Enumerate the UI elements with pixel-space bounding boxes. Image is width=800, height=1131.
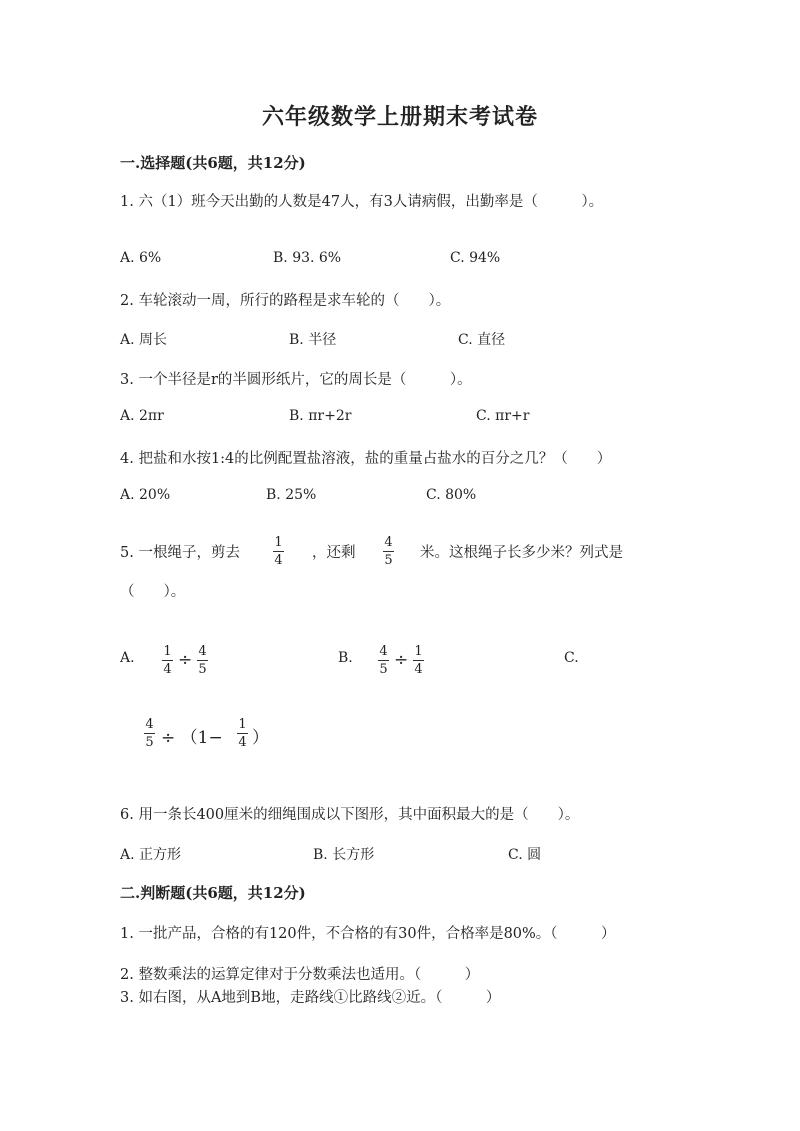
question-3-option-c: C. πr+r — [476, 408, 530, 424]
option-c-fraction-2 — [237, 717, 248, 750]
question-3-option-b: B. πr+2r — [289, 408, 352, 424]
fraction-denominator: 4 — [274, 553, 283, 568]
question-1-option-c: C. 94% — [450, 250, 501, 266]
fraction-denominator: 4 — [238, 735, 247, 750]
question-2-option-c: C. 直径 — [458, 332, 506, 348]
question-6-option-a: A. 正方形 — [120, 847, 182, 863]
option-c-expression-start: ÷ （1− — [161, 728, 223, 748]
fraction-denominator: 5 — [145, 735, 154, 750]
section-1-heading: 一.选择题(共6题，共12分) — [120, 154, 306, 172]
question-4-option-c: C. 80% — [426, 487, 477, 503]
section-2-heading: 二.判断题(共6题，共12分) — [120, 884, 306, 902]
fraction-denominator: 4 — [163, 662, 172, 677]
option-b-fraction-2 — [413, 644, 424, 677]
judge-question-2-text: 2. 整数乘法的运算定律对于分数乘法也适用。（ ） — [120, 967, 480, 983]
question-6-option-c: C. 圆 — [508, 847, 542, 863]
option-a-divide-sign: ÷ — [178, 650, 193, 670]
fraction-numerator: 1 — [238, 717, 247, 732]
fraction-numerator: 1 — [274, 535, 283, 550]
option-a-fraction-2 — [197, 644, 208, 677]
judge-question-3-text: 3. 如右图，从A地到B地，走路线①比路线②近。（ ） — [120, 990, 501, 1006]
fraction-bar — [383, 551, 394, 552]
question-5-option-a-label: A. — [120, 650, 135, 666]
question-5-text-part3: 米。这根绳子长多少米？列式是 — [420, 545, 623, 561]
option-c-expression-end: ） — [252, 728, 269, 748]
question-1-text: 1. 六（1）班今天出勤的人数是47人，有3人请病假，出勤率是（ ）。 — [120, 194, 604, 210]
question-5-fraction-cut — [273, 535, 284, 568]
question-2-option-b: B. 半径 — [289, 332, 337, 348]
option-c-fraction-1 — [144, 717, 155, 750]
question-2-option-a: A. 周长 — [120, 332, 168, 348]
question-5-option-c-label: C. — [564, 650, 579, 666]
fraction-denominator: 5 — [384, 553, 393, 568]
question-6-text: 6. 用一条长400厘米的细绳围成以下图形，其中面积最大的是（ ）。 — [120, 807, 580, 823]
fraction-bar — [144, 733, 155, 734]
page-title: 六年级数学上册期末考试卷 — [261, 104, 538, 130]
question-4-option-b: B. 25% — [266, 487, 317, 503]
question-2-text: 2. 车轮滚动一周，所行的路程是求车轮的（ ）。 — [120, 293, 451, 309]
fraction-bar — [273, 551, 284, 552]
fraction-numerator: 4 — [379, 644, 388, 659]
question-3-text: 3. 一个半径是r的半圆形纸片，它的周长是（ ）。 — [120, 372, 472, 388]
question-6-option-b: B. 长方形 — [313, 847, 375, 863]
question-5-fraction-remain — [383, 535, 394, 568]
option-b-fraction-1 — [378, 644, 389, 677]
question-5-text-line2: （ ）。 — [120, 584, 186, 600]
judge-question-1-text: 1. 一批产品，合格的有120件，不合格的有30件，合格率是80%。（ ） — [120, 926, 616, 942]
question-5-option-b-label: B. — [338, 650, 353, 666]
fraction-numerator: 4 — [198, 644, 207, 659]
fraction-bar — [378, 660, 389, 661]
question-4-text: 4. 把盐和水按1:4的比例配置盐溶液，盐的重量占盐水的百分之几？（ ） — [120, 451, 612, 467]
fraction-denominator: 5 — [198, 662, 207, 677]
question-5-text-part1: 5. 一根绳子，剪去 — [120, 545, 240, 561]
fraction-numerator: 1 — [414, 644, 423, 659]
question-4-option-a: A. 20% — [120, 487, 171, 503]
question-5-text-part2: ，还剩 — [312, 545, 356, 561]
fraction-bar — [237, 733, 248, 734]
fraction-numerator: 4 — [384, 535, 393, 550]
fraction-bar — [413, 660, 424, 661]
question-1-option-a: A. 6% — [120, 250, 162, 266]
question-1-option-b: B. 93. 6% — [273, 250, 342, 266]
option-a-fraction-1 — [162, 644, 173, 677]
fraction-bar — [197, 660, 208, 661]
fraction-numerator: 4 — [145, 717, 154, 732]
question-3-option-a: A. 2πr — [120, 408, 164, 424]
fraction-denominator: 5 — [379, 662, 388, 677]
fraction-denominator: 4 — [414, 662, 423, 677]
fraction-bar — [162, 660, 173, 661]
option-b-divide-sign: ÷ — [394, 650, 409, 670]
fraction-numerator: 1 — [163, 644, 172, 659]
